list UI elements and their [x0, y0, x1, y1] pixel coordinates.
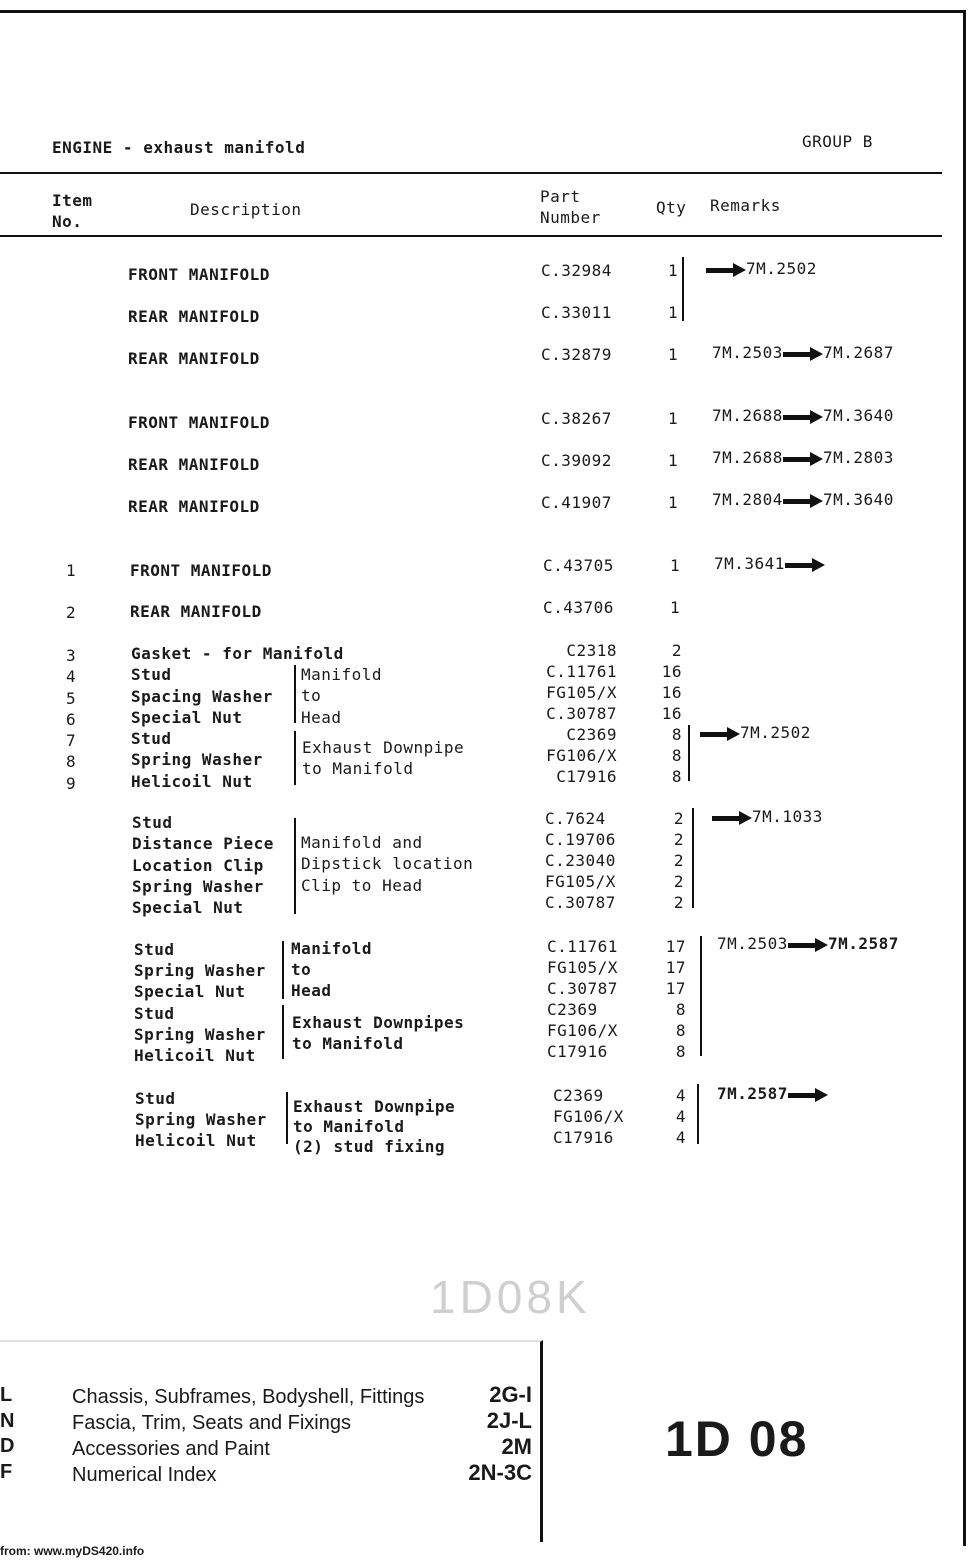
description: Spring Washer: [134, 1024, 266, 1044]
qty: 2: [673, 893, 684, 912]
arrow-right-icon: [783, 410, 823, 424]
qty: 8: [675, 1000, 686, 1019]
header-rule-top: [0, 172, 942, 174]
tab-letter: L: [0, 1384, 13, 1406]
qty: 16: [661, 683, 682, 702]
group-remark: [717, 934, 899, 953]
description: Spring Washer: [135, 1110, 267, 1129]
remark-to: 7M.2803: [822, 448, 894, 467]
index-ref[interactable]: 2N-3C: [468, 1460, 532, 1485]
col-part-line2: Number: [540, 208, 601, 227]
group-remark: [717, 1084, 828, 1103]
note-line: to: [291, 960, 312, 980]
group-remark: [700, 723, 811, 742]
description: Helicoil Nut: [134, 1046, 256, 1066]
row-description: FRONT MANIFOLD: [128, 265, 270, 284]
note-line: (2) stud fixing: [293, 1137, 445, 1156]
row-description: FRONT MANIFOLD: [128, 413, 270, 432]
note-line: Manifold: [301, 665, 383, 684]
part-number: C17916: [547, 1042, 608, 1061]
part-number: C.30787: [545, 893, 616, 912]
tab-letter: F: [0, 1460, 13, 1483]
description: Stud: [131, 729, 172, 749]
col-description: Description: [190, 200, 302, 219]
remark-to: 7M.1033: [752, 807, 823, 826]
arrow-right-icon: [783, 494, 823, 508]
bracket-line: [286, 1092, 288, 1144]
arrow-right-icon: [712, 811, 752, 825]
note-line: to Manifold: [302, 759, 414, 779]
qty: 8: [675, 1021, 686, 1040]
note-line: Clip to Head: [301, 875, 423, 895]
part-number: C.7624: [545, 809, 606, 828]
col-qty: Qty: [656, 198, 687, 217]
row-remarks: [714, 554, 825, 573]
qty: 2: [671, 641, 682, 660]
qty: 16: [661, 704, 682, 723]
note-line: to Manifold: [293, 1117, 405, 1136]
group-remark: [712, 807, 823, 826]
footer-index-refs: [430, 1382, 532, 1486]
qty: 2: [673, 830, 684, 849]
remark-from: 7M.2688: [712, 448, 783, 467]
row-qty: 1: [670, 556, 681, 575]
index-ref[interactable]: 2J-L: [486, 1408, 532, 1433]
part-number: FG106/X: [547, 1021, 618, 1040]
description: Stud: [135, 1089, 176, 1108]
item-no: 8: [66, 752, 77, 772]
description: Spacing Washer: [131, 686, 273, 706]
item-no: 6: [66, 709, 77, 729]
group-descriptions: [134, 939, 266, 1066]
note-line: Dipstick location: [301, 854, 474, 874]
note-line: to: [301, 686, 322, 706]
qty: 4: [675, 1107, 686, 1126]
index-label[interactable]: Fascia, Trim, Seats and Fixings: [72, 1412, 351, 1434]
tab-letter: N: [0, 1409, 15, 1432]
row-part-number: C.32879: [541, 345, 612, 364]
row-qty: 1: [668, 493, 679, 512]
description: Stud: [131, 665, 172, 685]
index-label[interactable]: Numerical Index: [72, 1464, 217, 1486]
row-part-number: C.43705: [543, 556, 614, 575]
part-number: C2369: [566, 725, 617, 744]
row-description: REAR MANIFOLD: [128, 497, 260, 516]
description: Spring Washer: [132, 876, 264, 896]
row-part-number: C.38267: [541, 409, 612, 428]
group-part-numbers: [553, 1085, 624, 1148]
bracket-line: [692, 808, 694, 908]
qty: 8: [675, 1042, 686, 1061]
bracket-line: [294, 731, 296, 785]
arrow-right-icon: [783, 347, 823, 361]
row-part-number: C.32984: [541, 261, 612, 280]
description: Special Nut: [131, 707, 243, 727]
row-remarks: [712, 448, 894, 467]
qty: 8: [671, 725, 682, 744]
group-note: [301, 664, 382, 728]
group-note: [292, 1012, 464, 1054]
col-part-line1: Part: [540, 187, 581, 206]
description: Stud: [134, 1003, 175, 1023]
footer-tab-letters: [0, 1383, 14, 1485]
part-number: C17916: [556, 767, 617, 786]
row-remarks: [706, 259, 817, 278]
remark-from: 7M.2804: [712, 490, 783, 509]
description: Stud: [134, 940, 175, 959]
arrow-right-icon: [785, 558, 825, 572]
part-number: C.19706: [545, 830, 616, 849]
part-number: C2369: [547, 1000, 598, 1019]
page-title: ENGINE - exhaust manifold: [52, 138, 306, 157]
arrow-right-icon: [783, 452, 823, 466]
qty: 4: [675, 1128, 686, 1147]
description: Location Clip: [132, 855, 264, 875]
row-qty: 1: [668, 345, 679, 364]
description: Helicoil Nut: [131, 771, 253, 791]
group-note: [293, 1097, 455, 1157]
note-line: Head: [291, 981, 332, 1001]
qty: 16: [661, 662, 682, 681]
source-watermark: from: www.myDS420.info: [0, 1544, 145, 1558]
row-part-number: C.41907: [541, 493, 612, 512]
description: Special Nut: [132, 898, 244, 918]
description: Stud: [132, 813, 173, 832]
qty: 2: [673, 851, 684, 870]
row-item-no: 1: [66, 561, 77, 580]
bracket-line: [697, 1084, 699, 1144]
page-code: 1D 08: [665, 1411, 809, 1467]
row-description: REAR MANIFOLD: [128, 455, 260, 474]
remark-to: 7M.3640: [822, 490, 894, 509]
description: Special Nut: [134, 982, 246, 1002]
footer-index-labels: [72, 1384, 424, 1488]
faint-stamp: 1D08K: [430, 1271, 591, 1323]
arrow-right-icon: [788, 938, 828, 952]
note-line: Head: [301, 707, 342, 727]
description: Spring Washer: [134, 961, 266, 981]
row-part-number: C.33011: [541, 303, 612, 322]
part-number: C.30787: [546, 704, 617, 723]
bracket-line: [700, 936, 702, 1056]
qty: 17: [665, 979, 686, 998]
part-number: FG106/X: [553, 1107, 624, 1126]
remark-from: 7M.2587: [717, 1084, 788, 1103]
row-part-number: C.43706: [543, 598, 614, 617]
note-line: Exhaust Downpipes: [292, 1013, 465, 1032]
row-item-no: 2: [66, 603, 77, 622]
bracket-line: [682, 257, 684, 321]
item-no: 4: [66, 667, 77, 687]
part-number: FG105/X: [547, 958, 618, 977]
arrow-right-icon: [788, 1088, 828, 1102]
qty: 17: [665, 937, 686, 956]
row-description: REAR MANIFOLD: [130, 602, 262, 621]
qty: 4: [675, 1086, 686, 1105]
remark-to: 7M.2687: [822, 343, 894, 362]
row-remarks: [712, 406, 894, 425]
tab-letter: D: [0, 1435, 15, 1457]
part-number: C2318: [566, 641, 617, 660]
header-rule-bottom: [0, 235, 942, 237]
group-item-numbers: [66, 645, 76, 794]
group-note: [302, 737, 464, 780]
row-part-number: C.39092: [541, 451, 612, 470]
index-ref[interactable]: 2M: [501, 1434, 532, 1459]
col-item-line1: Item: [52, 191, 93, 210]
remark-to: 7M.2502: [740, 723, 811, 742]
remark-from: 7M.2688: [712, 406, 783, 425]
group-qtys: [660, 1085, 686, 1148]
item-no: 9: [66, 773, 77, 793]
group-descriptions: [132, 812, 274, 918]
part-number: C2369: [553, 1086, 604, 1105]
group-descriptions: [135, 1088, 267, 1151]
group-qtys: [650, 808, 684, 913]
col-remarks: Remarks: [710, 196, 781, 215]
remark-from: 7M.2503: [712, 343, 783, 362]
part-number: C.11761: [546, 662, 617, 681]
description: Distance Piece: [132, 834, 274, 854]
row-qty: 1: [668, 451, 679, 470]
part-number: FG105/X: [546, 683, 617, 702]
note-line: Exhaust Downpipe: [293, 1097, 456, 1116]
qty: 8: [671, 746, 682, 765]
part-number: FG106/X: [546, 746, 617, 765]
description: Gasket - for Manifold: [131, 644, 344, 663]
note-line: Manifold and: [301, 833, 423, 852]
note-line: Exhaust Downpipe: [302, 738, 465, 757]
part-number: C.11761: [547, 937, 618, 956]
index-ref[interactable]: 2G-I: [489, 1382, 532, 1407]
description: Spring Washer: [131, 750, 263, 770]
group-qtys: [650, 640, 682, 787]
row-qty: 1: [668, 303, 679, 322]
part-number: C17916: [553, 1128, 614, 1147]
group-note: [291, 938, 372, 1002]
row-description: FRONT MANIFOLD: [130, 561, 272, 580]
qty: 17: [665, 958, 686, 977]
row-remarks: [712, 490, 894, 509]
row-remarks: [712, 343, 894, 362]
bracket-line: [282, 941, 284, 999]
remark-to: 7M.3640: [822, 406, 894, 425]
group-label: GROUP B: [802, 132, 873, 151]
item-no: 5: [66, 688, 77, 708]
description: Helicoil Nut: [135, 1131, 257, 1150]
row-qty: 1: [668, 261, 679, 280]
group-qtys: [650, 936, 686, 1062]
bracket-line: [282, 1005, 284, 1059]
remark-to: 7M.2502: [746, 259, 817, 278]
group-note: [301, 832, 473, 896]
remark-from: 7M.2503: [717, 934, 788, 953]
index-label[interactable]: Accessories and Paint: [72, 1438, 270, 1460]
index-label[interactable]: Chassis, Subframes, Bodyshell, Fittings: [72, 1386, 425, 1408]
part-number: FG105/X: [545, 872, 616, 891]
row-description: REAR MANIFOLD: [128, 307, 260, 326]
group-part-numbers: [545, 808, 616, 913]
bracket-line: [688, 725, 690, 781]
part-number: C.30787: [547, 979, 618, 998]
row-description: REAR MANIFOLD: [128, 349, 260, 368]
row-qty: 1: [670, 598, 681, 617]
bracket-line: [294, 665, 296, 723]
remark-from: 7M.3641: [714, 554, 785, 573]
group-part-numbers: [545, 640, 617, 787]
bracket-line: [294, 818, 296, 914]
row-qty: 1: [668, 409, 679, 428]
col-item-line2: No.: [52, 212, 83, 231]
item-no: 7: [66, 731, 77, 751]
qty: 2: [673, 809, 684, 828]
remark-to: 7M.2587: [827, 934, 899, 953]
note-line: Manifold: [291, 939, 373, 958]
arrow-right-icon: [700, 727, 740, 741]
qty: 8: [671, 767, 682, 786]
group-part-numbers: [547, 936, 618, 1062]
note-line: to Manifold: [292, 1034, 404, 1054]
part-number: C.23040: [545, 851, 616, 870]
qty: 2: [673, 872, 684, 891]
item-no: 3: [66, 646, 77, 665]
arrow-right-icon: [706, 263, 746, 277]
